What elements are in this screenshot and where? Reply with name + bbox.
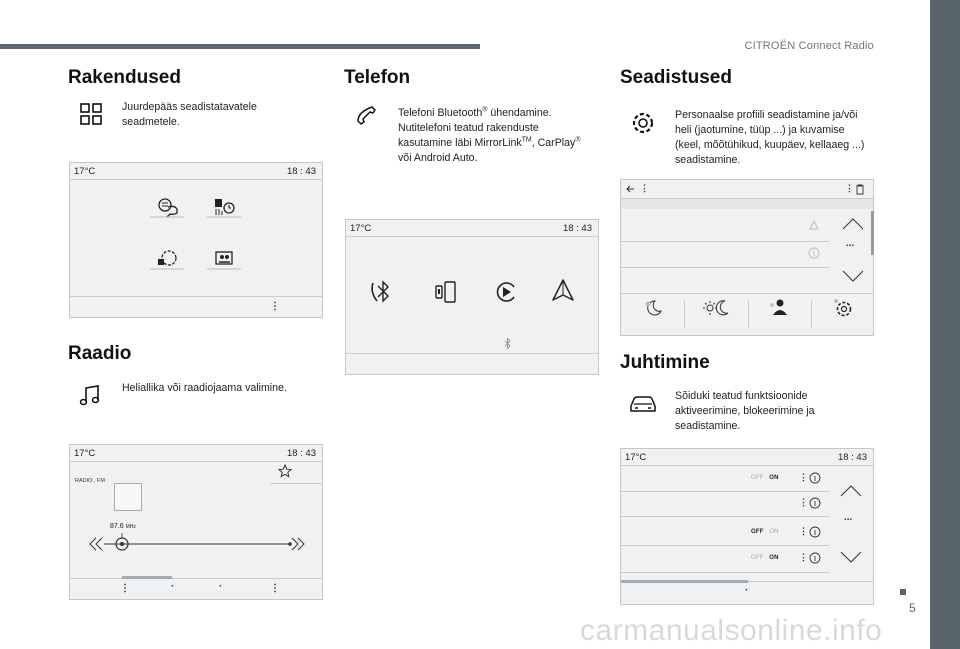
page-edge-band [930,0,960,649]
driving-title: Juhtimine [620,352,710,373]
active-tab-indicator [621,580,748,583]
scroll-down-icon[interactable] [842,270,864,282]
brand-label: CITROËN Connect Radio [744,40,874,52]
scrollbar-thumb[interactable] [871,211,874,255]
active-tab-indicator [122,576,172,579]
temperature-label: 17°C [350,223,372,234]
registered-mark: ® [482,106,488,114]
clock-label: 18 : 43 [286,448,316,459]
status-bar [70,445,322,461]
phone-desc-text-4: või Android Auto. [398,152,478,164]
status-bar [621,449,873,465]
driving-description: Sõiduki teatud funktsioonide aktiveerimine, blokeerimine ja seadistamine. [675,390,815,432]
off-label: OFF [751,555,764,561]
radio-source-icon[interactable]: · [219,581,223,592]
more-options-icon[interactable]: ⋮ [270,301,280,312]
system-settings-icon[interactable] [833,298,853,318]
frequency-readout [110,523,136,530]
row-menu-icon[interactable]: ⋮ [799,472,808,482]
info-icon [808,247,820,259]
bluetooth-status-icon [504,338,512,350]
contacts-card-icon[interactable] [213,249,239,271]
on-label: ON [769,475,779,481]
settings-description: Personaalse profiili seadistamine ja/või heli (jaotumine, tüüp ...) ja kuvamise (keel, mõõtühikud, kuupäev, kellaaeg ...) seadistamine. [675,109,865,166]
radio-description: Heliallika või raadiojaama valimine. [122,382,287,394]
toggle-3[interactable] [751,529,779,535]
radio-screen [69,444,323,600]
page-dots-icon: ... [846,238,855,249]
android-auto-icon[interactable] [550,278,576,304]
car-icon [629,394,657,414]
phone-handset-icon [355,105,377,127]
toggle-4[interactable] [751,555,779,561]
music-note-icon [80,385,100,407]
on-label: ON [769,529,779,535]
temperature-label: 17°C [74,448,96,459]
row-menu-icon[interactable]: ⋮ [799,552,808,562]
info-icon[interactable] [809,497,821,509]
temperature-label: 17°C [625,452,647,463]
scroll-down-icon[interactable] [840,551,862,563]
day-night-icon[interactable] [703,300,729,316]
header-rule [0,44,480,49]
clock-label: 18 : 43 [562,223,592,234]
phone-desc-text-3: , CarPlay [531,137,576,149]
settings-screen [620,179,874,336]
info-icon[interactable] [809,472,821,484]
radio-title: Raadio [68,343,132,364]
page-dots-icon: ... [844,512,853,523]
fuel-consumption-icon[interactable] [213,197,239,219]
apps-title: Rakendused [68,67,181,88]
status-bar [70,163,322,179]
trademark-mark: TM [521,136,532,144]
apps-grid-icon [80,103,102,125]
warning-icon [809,220,819,230]
driving-screen [620,448,874,605]
settings-header-band [621,199,873,209]
bottom-menu-icon[interactable]: · [745,585,749,596]
profile-user-icon[interactable] [769,299,787,316]
night-mode-icon[interactable] [643,300,663,316]
radio-list-icon[interactable]: · [171,581,175,592]
row-menu-icon[interactable]: ⋮ [799,497,808,507]
toggle-1[interactable] [751,475,779,481]
page-marker [900,589,906,595]
radio-menu-icon[interactable]: ⋮ [120,583,130,594]
phone-screen [345,219,599,375]
phone-description [398,106,588,166]
carplay-icon[interactable] [494,280,518,304]
profile-menu-icon[interactable]: ⋮ [845,183,854,193]
scroll-up-icon[interactable] [840,485,862,497]
settings-topbar [621,180,873,198]
frequency-value: 87.6 [110,523,124,530]
phone-desc-text-2: ühendamine. Nutitelefoni teatud rakenduste kasutamine läbi MirrorLink [398,107,552,149]
clock-label: 18 : 43 [286,166,316,177]
back-menu-icon[interactable]: ⋮ [640,183,649,193]
status-bar [346,220,598,236]
clock-label: 18 : 43 [837,452,867,463]
temperature-label: 17°C [74,166,96,177]
on-label: ON [769,555,779,561]
phone-title: Telefon [344,67,411,88]
radio-band-label: RADIO . FM [75,478,105,484]
frequency-slider[interactable] [88,533,308,555]
connected-apps-icon[interactable] [156,197,182,219]
settings-title: Seadistused [620,67,732,88]
off-label: OFF [751,529,764,535]
settings-gear-icon [630,110,656,136]
mirrorlink-icon[interactable] [434,280,458,304]
trash-icon[interactable] [855,184,865,195]
apps-screen [69,162,323,318]
page-number: 5 [909,601,916,615]
off-label: OFF [751,475,764,481]
more-options-icon[interactable]: ⋮ [270,583,280,594]
scroll-up-icon[interactable] [842,218,864,230]
registered-mark: ® [575,136,581,144]
station-logo-placeholder [114,483,142,511]
info-icon[interactable] [809,526,821,538]
apps-description: Juurdepääs seadistatavatele seadmetele. [122,101,257,128]
frequency-unit: MHz [125,524,136,530]
row-menu-icon[interactable]: ⋮ [799,526,808,536]
bluetooth-icon[interactable] [372,280,394,304]
watermark: carmanualsonline.info [580,614,883,647]
favorite-star-icon[interactable] [278,464,292,478]
settings-clock-icon[interactable] [156,249,182,271]
phone-desc-text-1: Telefoni Bluetooth [398,107,483,119]
info-icon[interactable] [809,552,821,564]
